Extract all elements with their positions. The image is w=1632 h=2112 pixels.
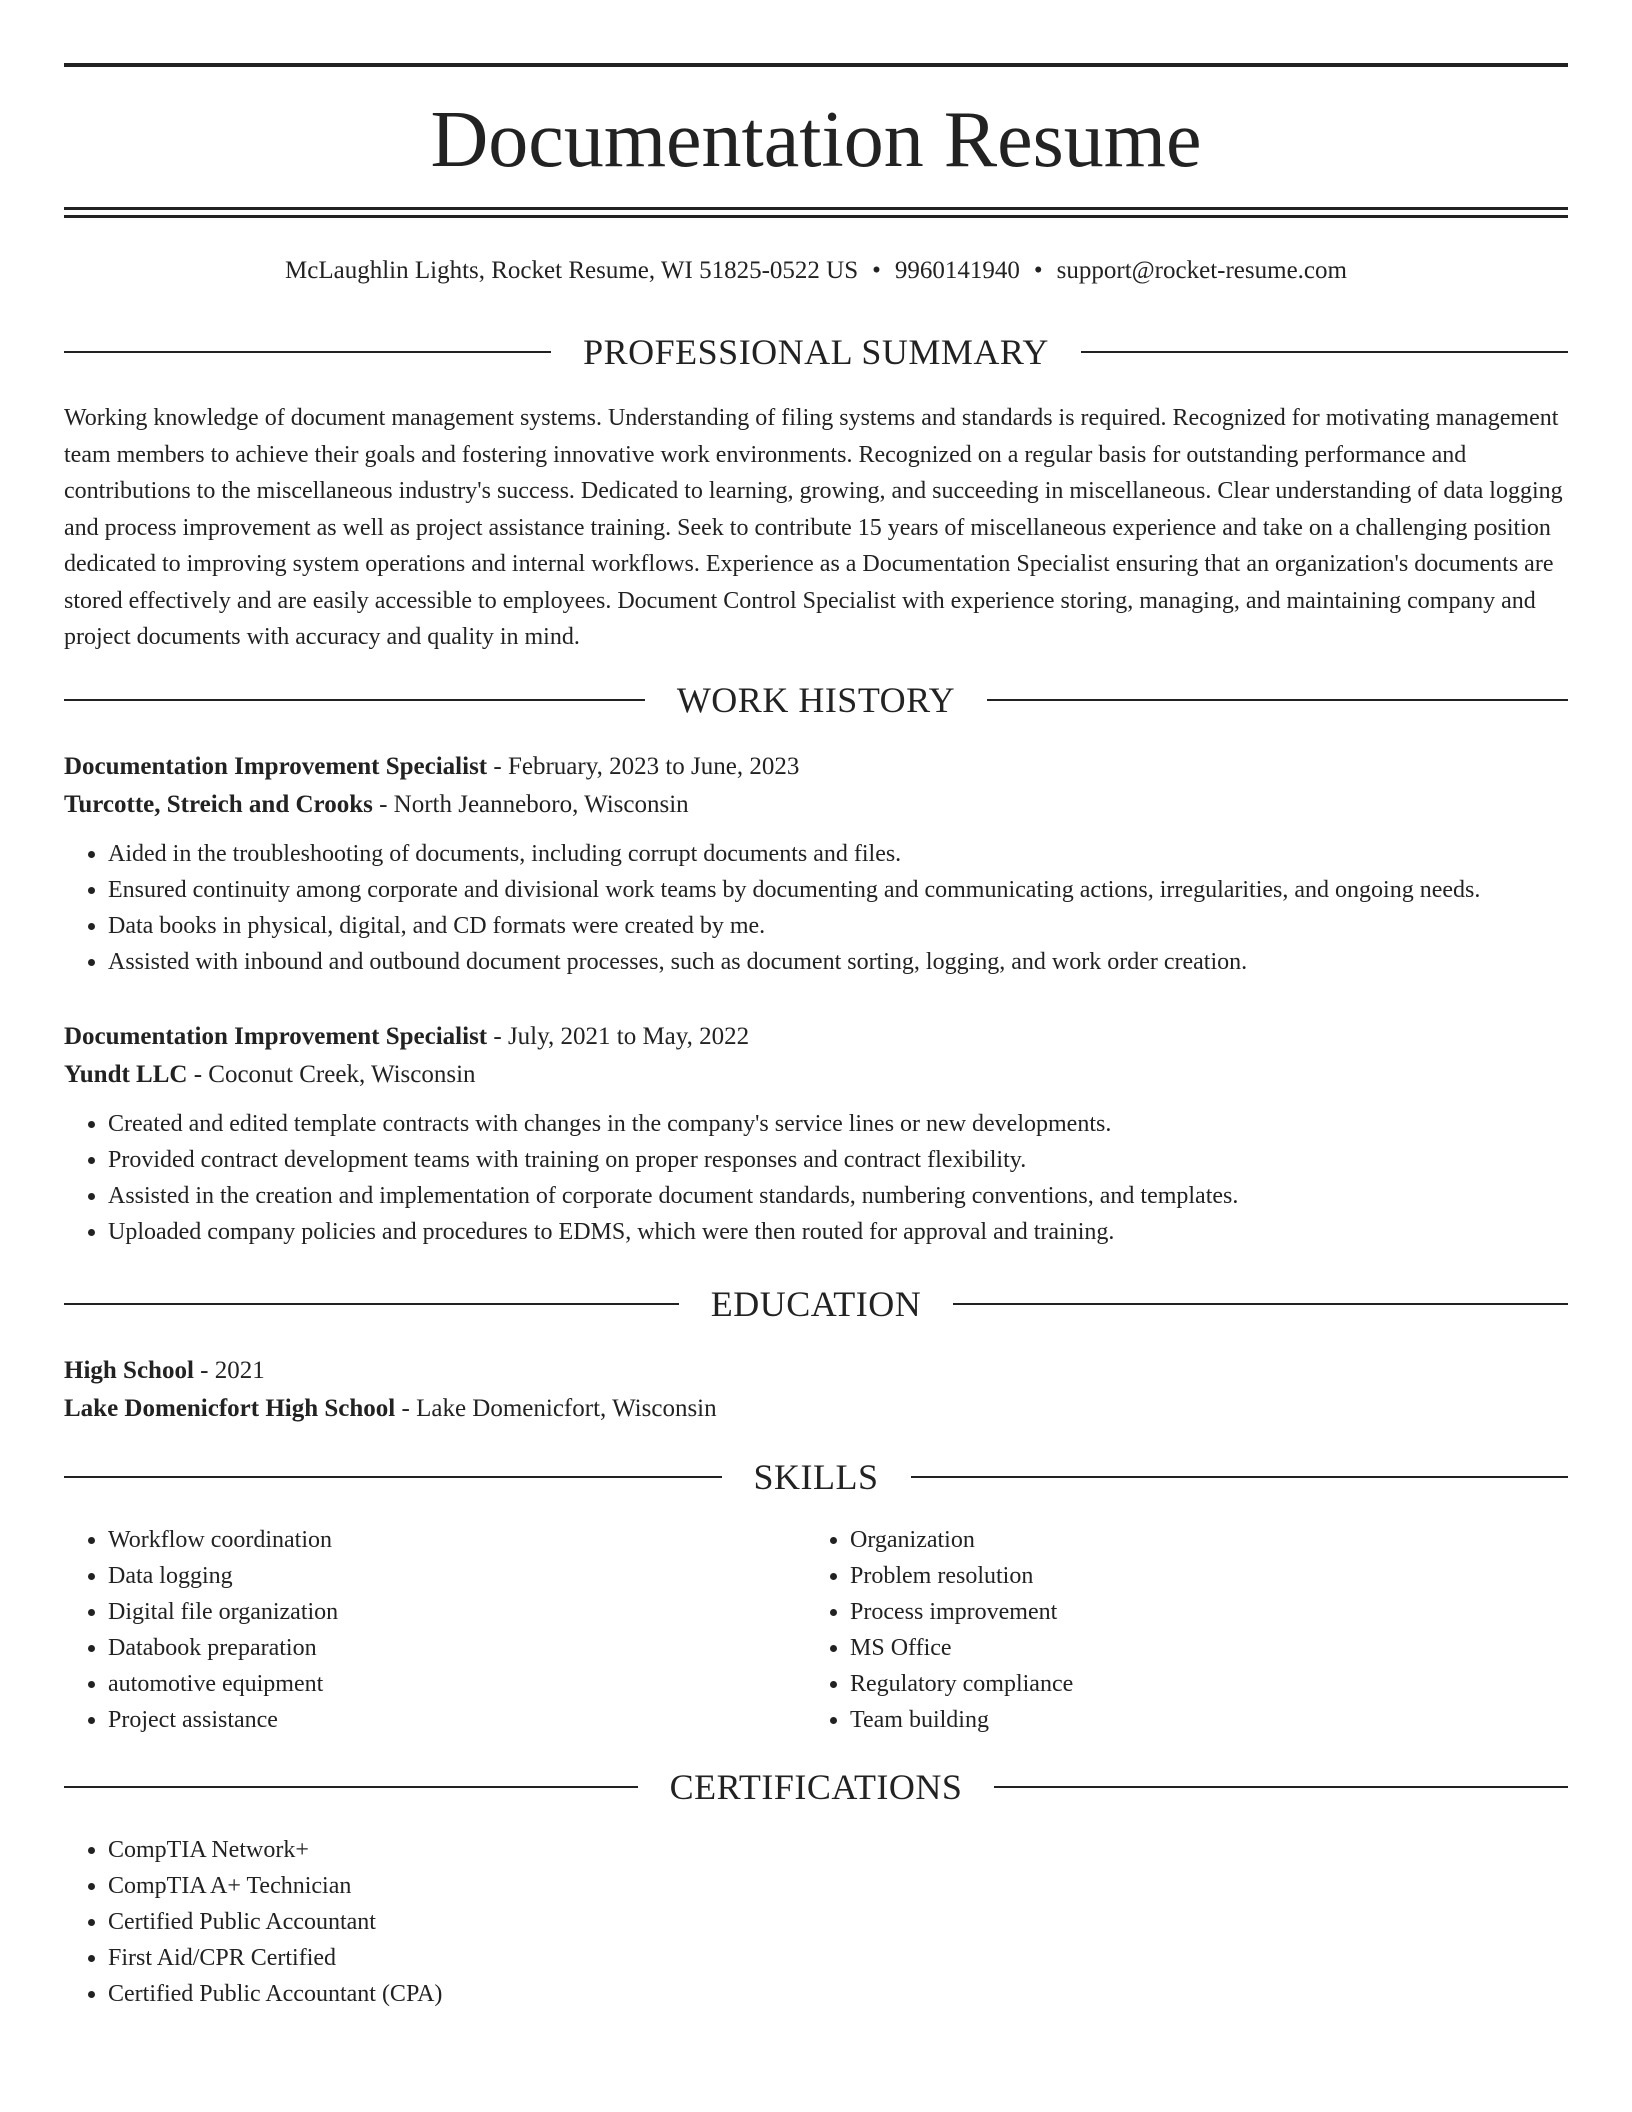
job-title-line <box>64 748 1568 786</box>
job-bullet: • Assisted in the creation and implementation of corporate document standards, numbering conventions, and templates. <box>108 1178 1568 1214</box>
job-dates: - July, 2021 to May, 2022 <box>487 1023 750 1050</box>
section-rule <box>911 1476 1569 1478</box>
title-rule-lower <box>64 215 1568 218</box>
resume-title: Documentation Resume <box>430 96 1202 184</box>
section-rule <box>1081 351 1568 353</box>
section-header-skills <box>64 1455 1568 1499</box>
job-bullets <box>64 1106 1568 1250</box>
job-entry <box>64 748 1568 980</box>
certification-item: • First Aid/CPR Certified <box>108 1940 1568 1976</box>
certifications-bullets <box>64 1832 1568 2012</box>
skill-item: • Process improvement <box>850 1594 1548 1630</box>
section-title-summary: PROFESSIONAL SUMMARY <box>583 332 1049 372</box>
skill-item: • Databook preparation <box>108 1630 806 1666</box>
skill-item: • Organization <box>850 1522 1548 1558</box>
contact-phone: 9960141940 <box>894 257 1020 284</box>
education-year: - 2021 <box>193 1357 265 1384</box>
job-company-line <box>64 786 1568 824</box>
certification-item: • CompTIA A+ Technician <box>108 1868 1568 1904</box>
contact-separator: • <box>872 257 881 284</box>
skill-item: • Regulatory compliance <box>850 1666 1548 1702</box>
summary-text: Working knowledge of document management systems. Understanding of filing systems and standards is required. Recognized for motivating management team members to achieve their goals and fostering innovative work environments. Recognized on a regular basis for outstanding performance and contributions to the miscellaneous industry's success. Dedicated to learning, growing, and succeeding in miscellaneous. Clear understanding of data logging and process improvement as well as project assistance training. Seek to contribute 15 years of miscellaneous experience and take on a challenging position dedicated to improving system operations and internal workflows. Experience as a Documentation Specialist ensuring that an organization's documents are stored effectively and are easily accessible to employees. Document Control Specialist with experience storing, managing, and maintaining company and project documents with accuracy and quality in mind. <box>64 405 1563 650</box>
contact-address: McLaughlin Lights, Rocket Resume, WI 51825-0522 US <box>285 257 859 284</box>
section-header-education <box>64 1282 1568 1326</box>
section-rule <box>953 1303 1568 1305</box>
education-school-line <box>64 1390 1568 1428</box>
job-title: Documentation Improvement Specialist <box>64 1023 488 1050</box>
job-bullet: • Uploaded company policies and procedures to EDMS, which were then routed for approval and training. <box>108 1214 1568 1250</box>
section-header-work <box>64 678 1568 722</box>
education-school: Lake Domenicfort High School <box>64 1395 396 1422</box>
job-bullets <box>64 836 1568 980</box>
skill-item: • Data logging <box>108 1558 806 1594</box>
contact-email: support@rocket-resume.com <box>1056 257 1347 284</box>
skill-item: • Workflow coordination <box>108 1522 806 1558</box>
contact-line <box>64 254 1568 288</box>
section-rule <box>994 1786 1568 1788</box>
skill-item: • Project assistance <box>108 1702 806 1738</box>
education-entry <box>64 1352 1568 1428</box>
section-title-certifications: CERTIFICATIONS <box>669 1767 963 1807</box>
job-title-line <box>64 1018 1568 1056</box>
skills-column-left <box>64 1522 806 1738</box>
title-rule-upper <box>64 207 1568 210</box>
job-title: Documentation Improvement Specialist <box>64 753 488 780</box>
section-rule <box>64 351 551 353</box>
job-bullet: • Created and edited template contracts with changes in the company's service lines or new developments. <box>108 1106 1568 1142</box>
skill-item: • Problem resolution <box>850 1558 1548 1594</box>
section-rule <box>987 699 1568 701</box>
section-title-education: EDUCATION <box>710 1284 922 1324</box>
job-entry <box>64 1018 1568 1250</box>
job-bullet: • Assisted with inbound and outbound document processes, such as document sorting, logging, and work order creation. <box>108 944 1568 980</box>
section-header-summary <box>64 330 1568 374</box>
job-company: Yundt LLC <box>64 1061 188 1088</box>
skills-list <box>64 1522 1568 1738</box>
education-degree: High School <box>64 1357 194 1384</box>
skills-column-right <box>806 1522 1548 1738</box>
section-rule <box>64 1303 679 1305</box>
section-title-work: WORK HISTORY <box>676 680 956 720</box>
job-bullet: • Provided contract development teams with training on proper responses and contract flexibility. <box>108 1142 1568 1178</box>
certification-item: • Certified Public Accountant (CPA) <box>108 1976 1568 2012</box>
certifications-list <box>64 1832 1568 2012</box>
job-company: Turcotte, Streich and Crooks <box>64 791 373 818</box>
section-title-skills: SKILLS <box>753 1457 879 1497</box>
contact-separator: • <box>1033 257 1043 284</box>
education-location: - Lake Domenicfort, Wisconsin <box>395 1395 717 1422</box>
skill-item: • Digital file organization <box>108 1594 806 1630</box>
job-bullet: • Ensured continuity among corporate and divisional work teams by documenting and communicating actions, irregularities, and ongoing needs. <box>108 872 1568 908</box>
skill-item: • MS Office <box>850 1630 1548 1666</box>
job-location: - North Jeanneboro, Wisconsin <box>372 791 689 818</box>
certification-item: • Certified Public Accountant <box>108 1904 1568 1940</box>
section-rule <box>64 1786 638 1788</box>
certification-item: • CompTIA Network+ <box>108 1832 1568 1868</box>
top-rule <box>64 63 1568 67</box>
job-location: - Coconut Creek, Wisconsin <box>187 1061 476 1088</box>
job-dates: - February, 2023 to June, 2023 <box>487 753 800 780</box>
education-degree-line <box>64 1352 1568 1390</box>
job-company-line <box>64 1056 1568 1094</box>
job-bullet: • Data books in physical, digital, and CD formats were created by me. <box>108 908 1568 944</box>
section-rule <box>64 699 645 701</box>
section-rule <box>64 1476 722 1478</box>
skill-item: • Team building <box>850 1702 1548 1738</box>
job-bullet: • Aided in the troubleshooting of documents, including corrupt documents and files. <box>108 836 1568 872</box>
skill-item: • automotive equipment <box>108 1666 806 1702</box>
section-header-certifications <box>64 1765 1568 1809</box>
